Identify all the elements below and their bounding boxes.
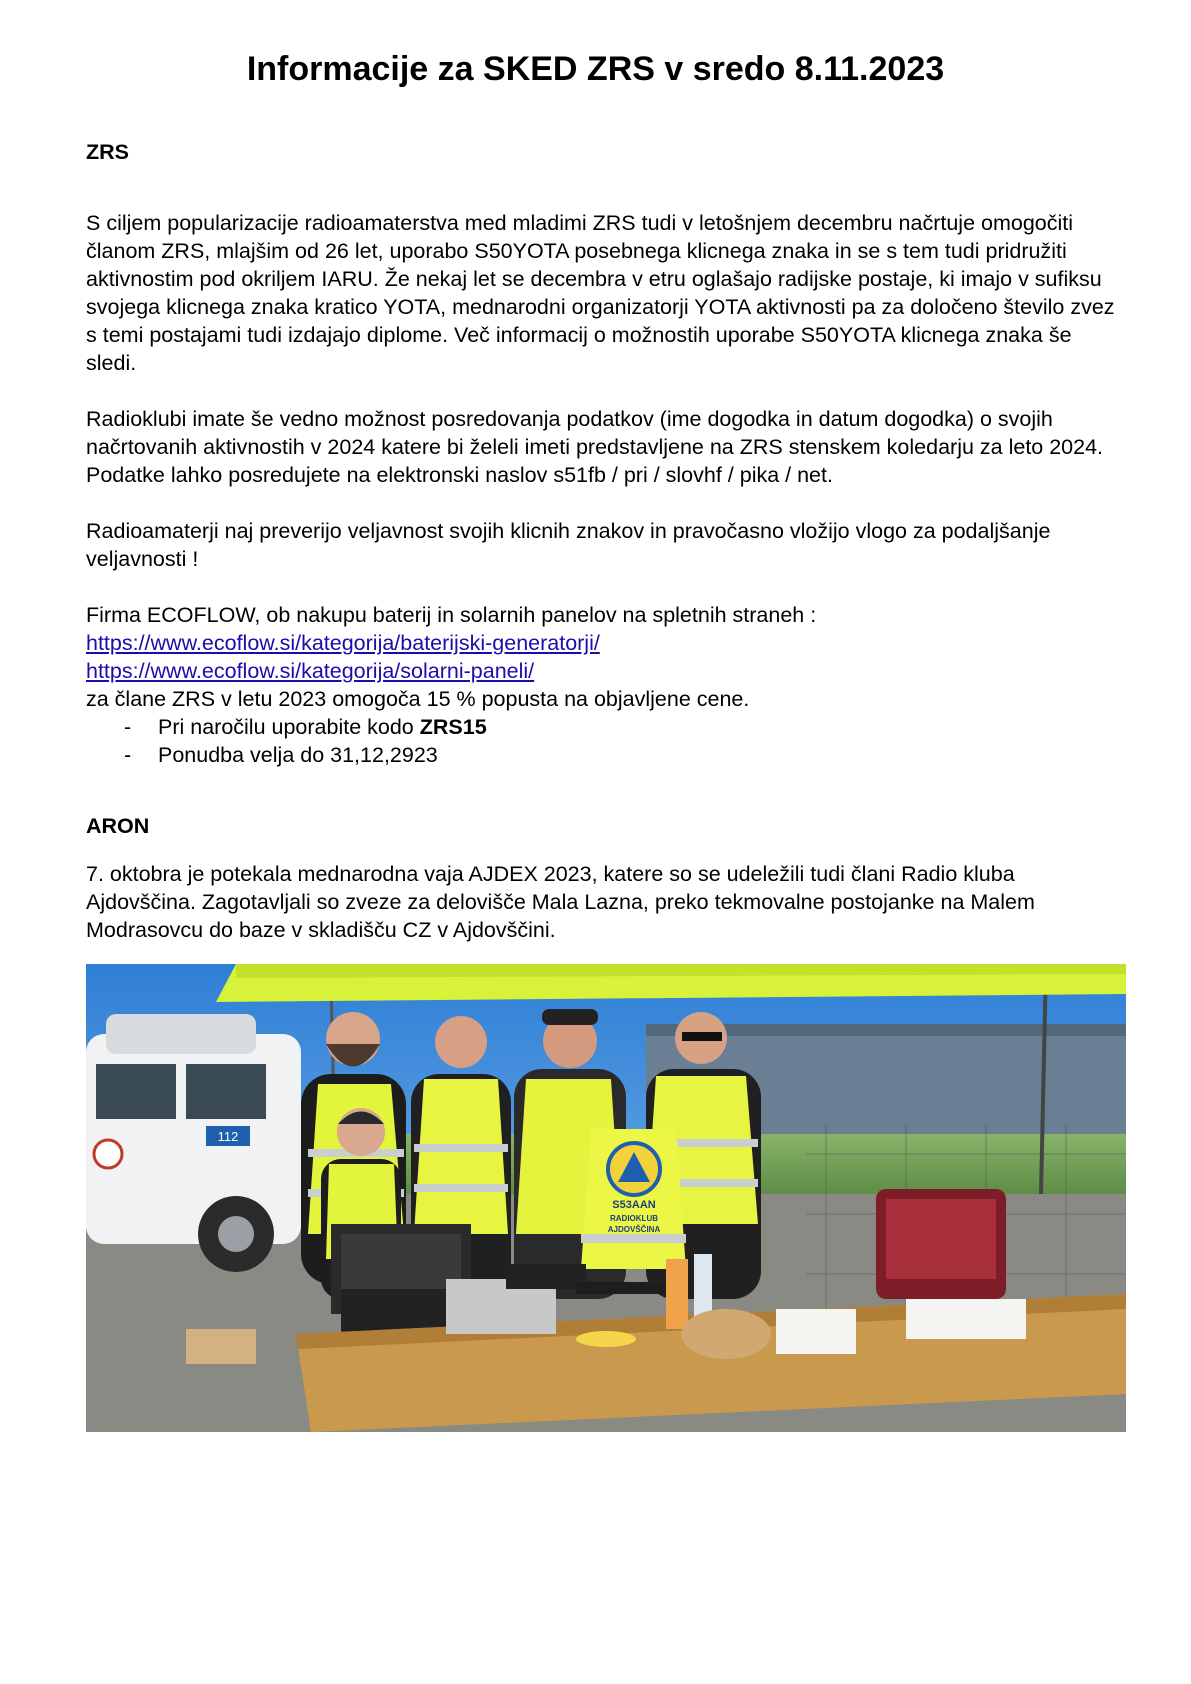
document-body bbox=[86, 138, 1116, 944]
team-photo bbox=[86, 964, 1126, 1432]
vest-club-town: AJDOVŠČINA bbox=[607, 1225, 661, 1234]
page-title: Informacije za SKED ZRS v sredo 8.11.2023 bbox=[246, 49, 945, 88]
offer-validity: Ponudba velja do 31,12,2923 bbox=[158, 743, 438, 767]
section-heading-zrs: ZRS bbox=[86, 140, 129, 164]
list-item bbox=[124, 713, 1116, 741]
discount-code: ZRS15 bbox=[419, 715, 487, 739]
link-baterijski-generatorji[interactable]: https://www.ecoflow.si/kategorija/baterijski-generatorji/ bbox=[86, 631, 600, 655]
vest-club-label: RADIOKLUB bbox=[610, 1214, 658, 1223]
ecoflow-intro: Firma ECOFLOW, ob nakupu baterij in solarnih panelov na spletnih straneh : bbox=[86, 603, 817, 627]
club-vest-illustration bbox=[581, 1129, 686, 1269]
folding-chair bbox=[876, 1189, 1006, 1299]
aron-paragraph: 7. oktobra je potekala mednarodna vaja AJDEX 2023, katere so se udeležili tudi člani Radio kluba Ajdovščina. Zagotavljali so zveze za delovišče Mala Lazna, preko tekmovalne postojanke na Malem Modrasovcu do baze v skladišču CZ v Ajdovščini. bbox=[86, 862, 1035, 942]
vest-callsign: S53AAN bbox=[612, 1199, 656, 1211]
vehicle-illustration bbox=[86, 1014, 301, 1272]
list-item bbox=[124, 741, 1116, 769]
zrs-paragraph-yota: S ciljem popularizacije radioamaterstva med mladimi ZRS tudi v letošnjem decembru načrtuje omogočiti članom ZRS, mlajšim od 26 let, uporabo S50YOTA posebnega klicnega znaka in se s tem tudi pridružiti aktivnostim pod okriljem IARU. Že nekaj let se decembra v etru oglašajo radijske postaje, ki imajo v sufiksu svojega klicnega znaka kratico YOTA, mednarodni organizatorji YOTA aktivnosti pa za določeno število zvez s temi postajami tudi izdajajo diplome. Več informacij o možnostih uporabe S50YOTA klicnega znaka še sledi. bbox=[86, 211, 1115, 375]
link-solarni-paneli[interactable]: https://www.ecoflow.si/kategorija/solarni-paneli/ bbox=[86, 659, 535, 683]
car-badge: 112 bbox=[217, 1129, 239, 1144]
ecoflow-offer: za člane ZRS v letu 2023 omogoča 15 % popusta na objavljene cene. bbox=[86, 687, 750, 711]
offer-list bbox=[86, 713, 1116, 769]
section-heading-aron: ARON bbox=[86, 814, 150, 838]
zrs-paragraph-calendar: Radioklubi imate še vedno možnost posredovanja podatkov (ime dogodka in datum dogodka) o svojih načrtovanih aktivnostih v 2024 katere bi želeli imeti predstavljene na ZRS stenskem koledarju za leto 2024. Podatke lahko posredujete na elektronski naslov s51fb / pri / slovhf / pika / net. bbox=[86, 407, 1104, 487]
discount-code-label: Pri naročilu uporabite kodo bbox=[158, 715, 420, 739]
zrs-paragraph-callsigns: Radioamaterji naj preverijo veljavnost svojih klicnih znakov in pravočasno vložijo vlogo za podaljšanje veljavnosti ! bbox=[86, 519, 1051, 571]
